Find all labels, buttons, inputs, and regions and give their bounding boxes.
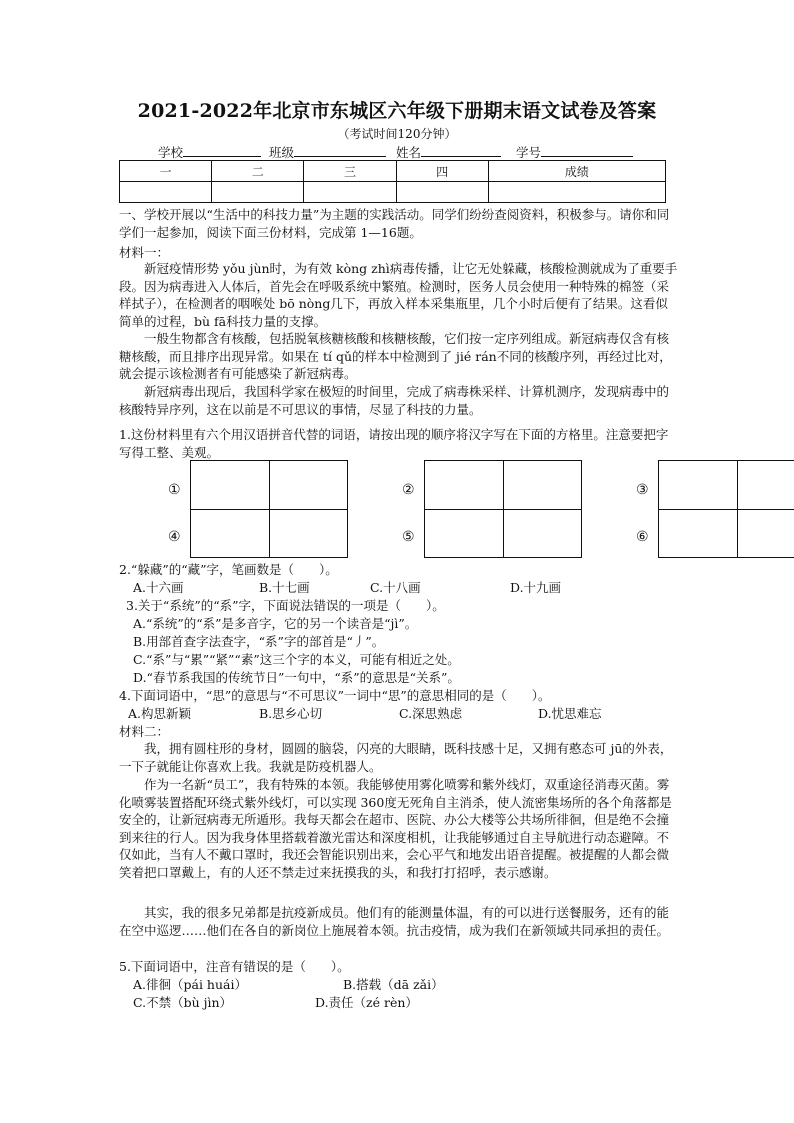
q4-option-d[interactable]: D.忧思难忘: [538, 706, 602, 721]
q5-option-b[interactable]: B.搭载（dā zǎi）: [343, 977, 444, 992]
circled-number-4: ④: [168, 529, 181, 545]
writing-grid-3[interactable]: [658, 460, 794, 558]
school-label: 学校: [158, 145, 184, 160]
material2-label: 材料二：: [119, 724, 170, 739]
score-table: [119, 160, 666, 203]
material1-paragraph-2: 一般生物都含有核酸，包括脱氧核糖核酸和核糖核酸，它们按一定序列组成。新冠病毒仅含有核糖核酸，而且排序出现异常。如果在 tí qǔ的样本中检测到了 jié rán不同的核酸序列，再经过比对，就会提示该检测者有可能感染了新冠病毒。: [119, 331, 672, 381]
q4-option-b[interactable]: B.思乡心切: [259, 706, 323, 721]
circled-number-2: ②: [402, 482, 415, 498]
score-header-2: 二: [212, 161, 304, 182]
name-field[interactable]: [396, 143, 501, 161]
student-number-field[interactable]: [516, 143, 633, 161]
q4-option-c[interactable]: C.深思熟虑: [399, 706, 463, 721]
score-cell-total[interactable]: [488, 182, 665, 203]
q4-option-a[interactable]: A.构思新颖: [128, 706, 192, 721]
question-5: 5.下面词语中，注音有错误的是（ ）。: [119, 959, 350, 974]
writing-grid-2[interactable]: [424, 460, 582, 558]
circled-number-1: ①: [168, 482, 181, 498]
material1-paragraph-3: 新冠病毒出现后，我国科学家在极短的时间里，完成了病毒株采样、计算机测序，发现病毒中的核酸特异序列，这在以前是不可思议的事情，尽显了科技的力量。: [119, 384, 670, 417]
score-cell-2[interactable]: [212, 182, 304, 203]
circled-number-6: ⑥: [636, 529, 649, 545]
q2-option-b[interactable]: B.十七画: [259, 580, 310, 595]
circled-number-5: ⑤: [402, 529, 415, 545]
section1-intro: 一、学校开展以“生活中的科技力量”为主题的实践活动。同学们纷纷查阅资料，积极参与。请你和同学们一起参加，阅读下面三份材料，完成第 1—16题。: [119, 207, 670, 240]
class-label: 班级: [269, 145, 295, 160]
class-field[interactable]: [269, 143, 386, 161]
question-1: 1.这份材料里有六个用汉语拼音代替的词语，请按出现的顺序将汉字写在下面的方格里。注意要把字写得工整、美观。: [119, 427, 669, 460]
exam-duration: （考试时间120分钟）: [337, 127, 457, 141]
circled-number-3: ③: [636, 482, 649, 498]
q3-option-b[interactable]: B.用部首查字法查字，“系”字的部首是“丿”。: [133, 634, 385, 649]
q3-option-d[interactable]: D.“春节系我国的传统节日”一句中，“系”的意思是“关系”。: [133, 670, 460, 685]
q2-option-d[interactable]: D.十九画: [510, 580, 562, 595]
score-cell-3[interactable]: [304, 182, 396, 203]
score-cell-1[interactable]: [120, 182, 212, 203]
score-header-total: 成绩: [488, 161, 665, 182]
q2-option-c[interactable]: C.十八画: [370, 580, 421, 595]
question-3: 3.关于“系统”的“系”字，下面说法错误的一项是（ ）。: [126, 598, 445, 613]
q2-option-a[interactable]: A.十六画: [133, 580, 184, 595]
score-header-4: 四: [396, 161, 488, 182]
material2-paragraph-3: 其实，我的很多兄弟都是抗疫新成员。他们有的能测量体温，有的可以进行送餐服务，还有的能在空中巡逻……他们在各自的新岗位上施展着本领。抗击疫情，成为我们在新领域共同承担的责任。: [119, 905, 670, 938]
q5-option-c[interactable]: C.不禁（bù jìn）: [133, 995, 233, 1010]
page-title: 2021-2022年北京市东城区六年级下册期末语文试卷及答案: [137, 100, 657, 122]
score-table-value-row: [120, 182, 666, 203]
school-field[interactable]: [158, 143, 261, 161]
score-header-3: 三: [304, 161, 396, 182]
question-2: 2.“躲藏”的“藏”字，笔画数是（ ）。: [119, 562, 338, 577]
q5-option-a[interactable]: A.徘徊（pái huái）: [133, 977, 247, 992]
material1-label: 材料一：: [119, 245, 170, 260]
number-label: 学号: [516, 145, 542, 160]
name-label: 姓名: [396, 145, 422, 160]
score-cell-4[interactable]: [396, 182, 488, 203]
score-header-1: 一: [120, 161, 212, 182]
q3-option-a[interactable]: A.“系统”的“系”是多音字，它的另一个读音是“jì”。: [133, 616, 418, 631]
q3-option-c[interactable]: C.“系”与“累”“紧”“素”这三个字的本义，可能有相近之处。: [133, 652, 460, 667]
writing-grid-1[interactable]: [190, 460, 348, 558]
score-table-header-row: [120, 161, 666, 182]
q5-option-d[interactable]: D.责任（zé rèn）: [315, 995, 418, 1010]
material1-paragraph-1: 新冠疫情形势 yǒu jùn时，为有效 kòng zhì病毒传播，让它无处躲藏，核酸检测就成为了重要手段。因为病毒进入人体后，首先会在呼吸系统中繁殖。检测时，医务人员会使用一种特殊的棉签（采样拭子），在检测者的咽喉处 bō nòng几下，再放入样本采集瓶里，几个小时后便有了结果。这看似简单的过程，bù fā科技力量的支撑。: [119, 261, 678, 329]
material2-paragraph-2: 作为一名新“员工”，我有特殊的本领。我能够使用雾化喷雾和紫外线灯，双重途径消毒灭菌。雾化喷雾装置搭配环绕式紫外线灯，可以实现 360度无死角自主消杀，使人流密集场所的各个角落都是安全的，让新冠病毒无所遁形。我每天都会在超市、医院、办公大楼等公共场所徘徊，但是绝不会撞到来往的行人。因为我身体里搭载着激光雷达和深度相机，让我能够通过自主导航进行动态避障。不仅如此，当有人不戴口罩时，我还会智能识别出来，会心平气和地发出语音提醒。被提醒的人都会微笑着把口罩戴上，有的人还不禁走过来抚摸我的头，和我打打招呼，表示感谢。: [119, 777, 672, 880]
material2-paragraph-1: 我，拥有圆柱形的身材，圆圆的脑袋，闪亮的大眼睛，既科技感十足，又拥有憨态可 jū的外表，一下子就能让你喜欢上我。我就是防疫机器人。: [119, 741, 673, 774]
question-4: 4.下面词语中，“思”的意思与“不可思议”一词中“思”的意思相同的是（ ）。: [119, 688, 551, 703]
